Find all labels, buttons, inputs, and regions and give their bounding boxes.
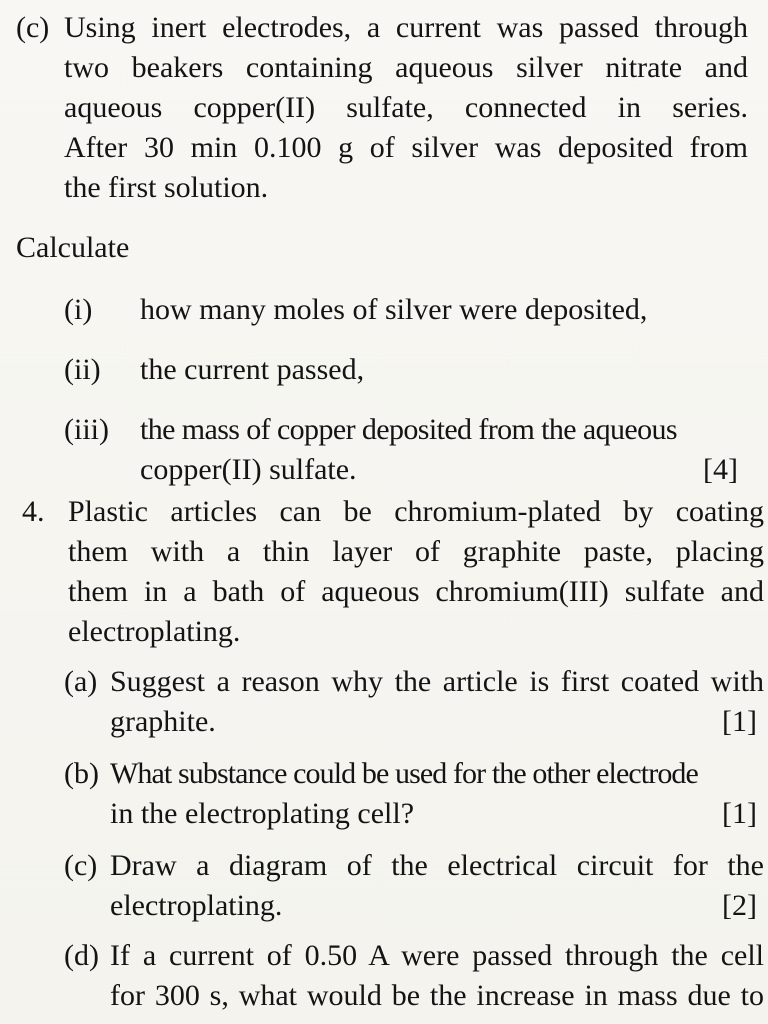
question-3c-line-5: the first solution.: [64, 171, 269, 204]
question-3c-line-3: aqueous copper(II) sulfate, connected in series.: [64, 91, 748, 124]
question-4d-label: (d): [64, 939, 99, 972]
question-4a-line-1: Suggest a reason why the article is first coated with: [110, 665, 764, 698]
question-4-number: 4.: [22, 495, 45, 528]
question-3c-line-4: After 30 min 0.100 g of silver was deposited from: [64, 131, 748, 164]
question-4c-line-2: electroplating.: [110, 889, 283, 922]
question-4d-line-2: for 300 s, what would be the increase in mass due to: [110, 979, 764, 1012]
question-4c-marks: [2]: [722, 889, 757, 922]
part-iii-text-line-1: the mass of copper deposited from the aqueous: [140, 413, 678, 446]
question-4-line-2: them with a thin layer of graphite paste, placing: [68, 535, 764, 568]
question-3c-line-1: Using inert electrodes, a current was passed through: [64, 11, 748, 44]
part-ii-text: the current passed,: [140, 353, 365, 386]
question-4a-label: (a): [64, 665, 98, 698]
question-4c-line-1: Draw a diagram of the electrical circuit for the: [110, 849, 764, 882]
question-3c-label: (c): [16, 11, 50, 44]
question-3c-line-2: two beakers containing aqueous silver nitrate and: [64, 51, 748, 84]
question-4a-marks: [1]: [722, 705, 757, 738]
question-4b-marks: [1]: [722, 797, 757, 830]
question-4-line-4: electroplating.: [68, 615, 241, 648]
part-iii-text-line-2: copper(II) sulfate.: [140, 453, 357, 486]
question-4-line-1: Plastic articles can be chromium-plated by coating: [68, 495, 764, 528]
question-4d-line-1: If a current of 0.50 A were passed through the cell: [110, 939, 764, 972]
part-i-text: how many moles of silver were deposited,: [140, 293, 648, 326]
part-iii-label: (iii): [64, 413, 109, 446]
question-4b-label: (b): [64, 757, 99, 790]
calculate-heading: Calculate: [16, 231, 130, 264]
part-ii-label: (ii): [64, 353, 101, 386]
part-iii-marks: [4]: [703, 453, 738, 486]
question-4b-line-1: What substance could be used for the other electrode: [110, 757, 698, 790]
question-4a-line-2: graphite.: [110, 705, 216, 738]
question-4b-line-2: in the electroplating cell?: [110, 797, 415, 830]
question-4-line-3: them in a bath of aqueous chromium(III) sulfate and: [68, 575, 764, 608]
part-i-label: (i): [64, 293, 93, 326]
question-4c-label: (c): [64, 849, 98, 882]
